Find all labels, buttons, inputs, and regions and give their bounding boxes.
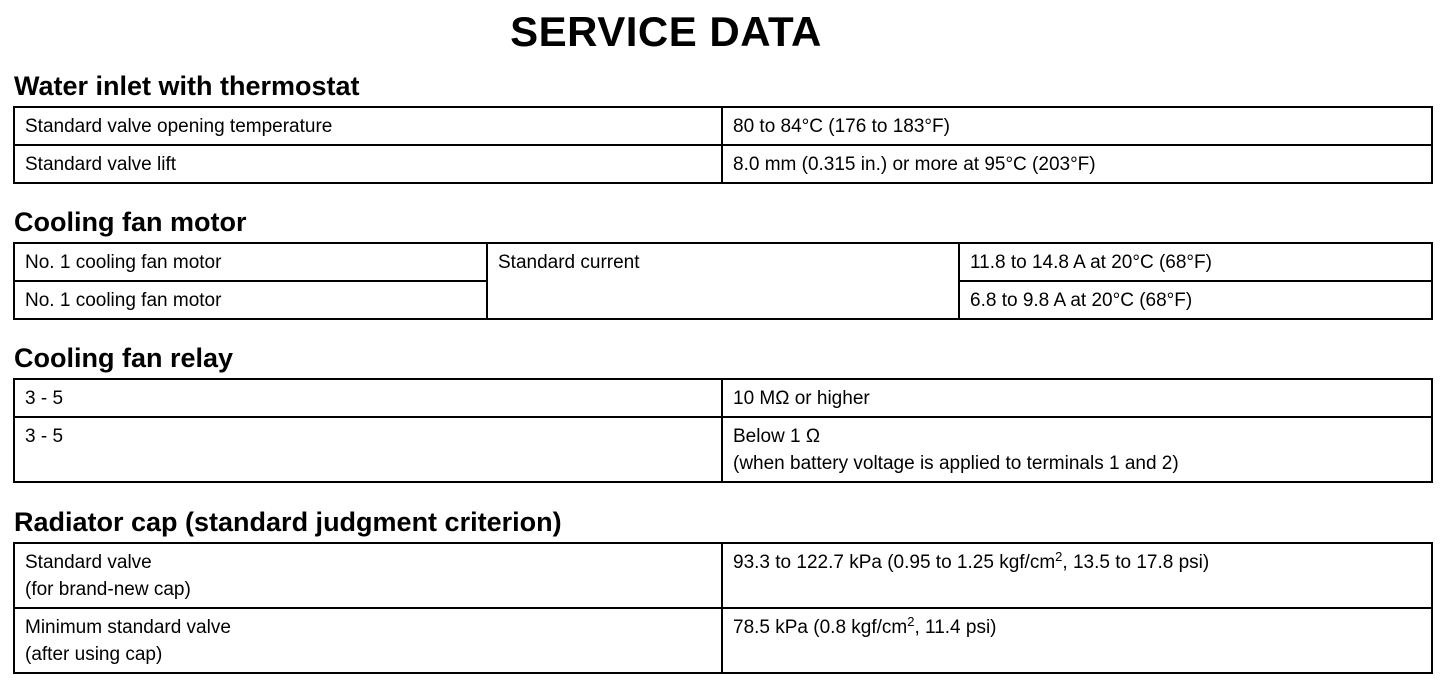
value-line: Below 1 Ω (733, 426, 821, 447)
page-title: SERVICE DATA (510, 8, 822, 55)
value-note: (when battery voltage is applied to terminals 1 and 2) (733, 453, 1179, 474)
section-heading-fan-motor: Cooling fan motor (14, 207, 247, 237)
fan-relay-table (13, 378, 1433, 483)
item-cell: 3 - 5 (14, 379, 722, 417)
value-text: , 11.4 psi) (914, 617, 997, 638)
item-cell: Standard valve lift (14, 145, 722, 183)
table-row (14, 543, 1432, 608)
condition-cell: Standard current (487, 243, 959, 319)
section-heading-fan-relay: Cooling fan relay (14, 343, 234, 373)
fan-motor-table (13, 242, 1433, 320)
item-line: Standard valve (25, 552, 152, 573)
section-heading-radiator-cap: Radiator cap (standard judgment criterion) (14, 507, 562, 537)
item-cell: 3 - 5 (14, 417, 722, 482)
item-cell: No. 1 cooling fan motor (14, 243, 487, 281)
thermostat-table (13, 106, 1433, 184)
value-superscript: 2 (1055, 549, 1063, 564)
value-cell (722, 608, 1432, 673)
item-cell: Standard valve opening temperature (14, 107, 722, 145)
value-superscript: 2 (907, 614, 915, 629)
item-cell: No. 1 cooling fan motor (14, 281, 487, 319)
item-note: (for brand-new cap) (25, 579, 191, 600)
value-cell: 8.0 mm (0.315 in.) or more at 95°C (203°F) (722, 145, 1432, 183)
value-cell: 80 to 84°C (176 to 183°F) (722, 107, 1432, 145)
item-cell (14, 543, 722, 608)
value-text: 78.5 kPa (0.8 kgf/cm (733, 617, 908, 638)
table-row (14, 107, 1432, 145)
table-row (14, 417, 1432, 482)
value-cell: 11.8 to 14.8 A at 20°C (68°F) (959, 243, 1432, 281)
item-note: (after using cap) (25, 644, 163, 665)
radiator-cap-table (13, 542, 1433, 674)
value-cell: 10 MΩ or higher (722, 379, 1432, 417)
table-row (14, 145, 1432, 183)
value-cell: 6.8 to 9.8 A at 20°C (68°F) (959, 281, 1432, 319)
table-row (14, 243, 1432, 281)
item-line: Minimum standard valve (25, 617, 231, 638)
value-cell (722, 543, 1432, 608)
table-row (14, 379, 1432, 417)
table-row (14, 608, 1432, 673)
section-heading-thermostat: Water inlet with thermostat (14, 71, 360, 101)
value-text: , 13.5 to 17.8 psi) (1062, 552, 1210, 573)
item-cell (14, 608, 722, 673)
value-cell (722, 417, 1432, 482)
value-text: 93.3 to 122.7 kPa (0.95 to 1.25 kgf/cm (733, 552, 1056, 573)
